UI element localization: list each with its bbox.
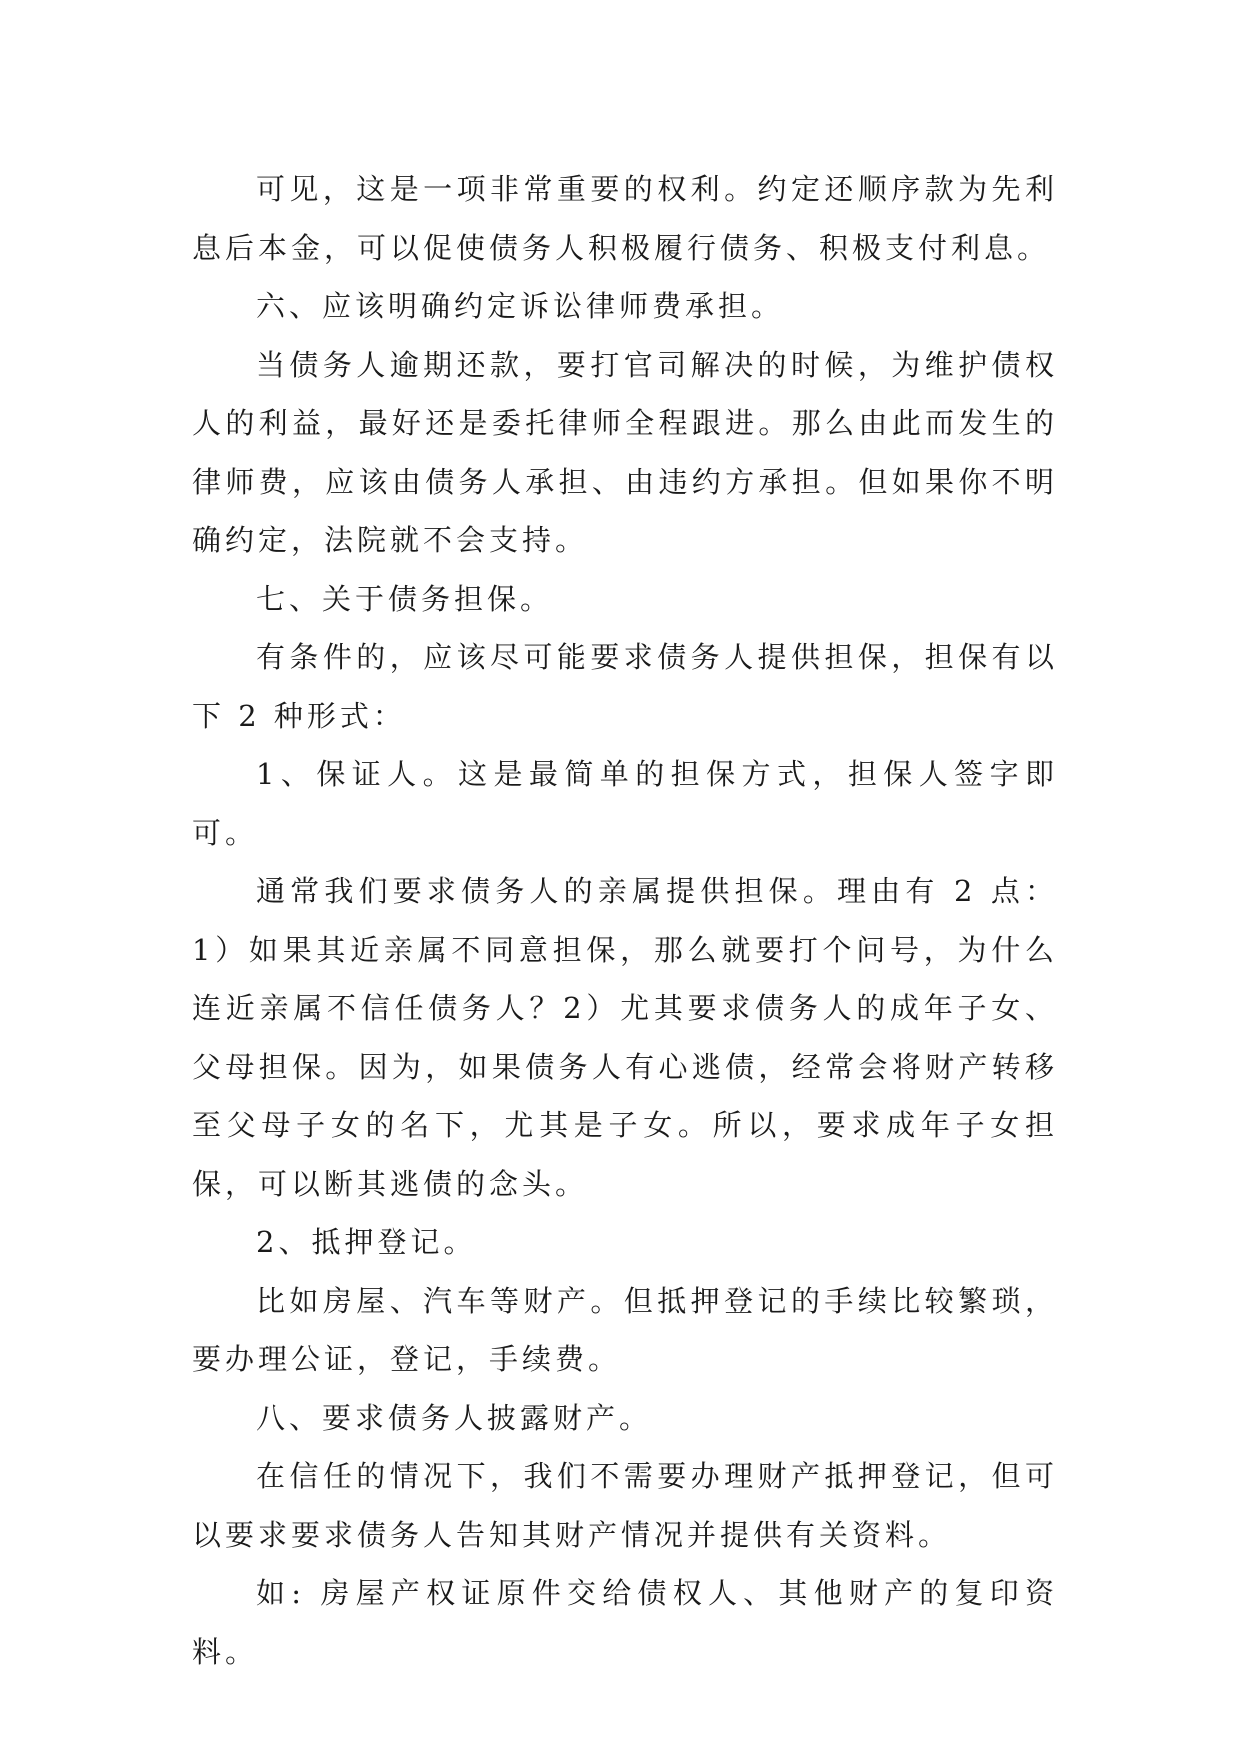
heading-section-8: 八、要求债务人披露财产。: [256, 1400, 653, 1435]
paragraph-relatives-guarantee: 通常我们要求债务人的亲属提供担保。理由有 2 点：1）如果其近亲属不同意担保，那么就要打个问号，为什么连近亲属不信任债务人？2）尤其要求债务人的成年子女、父母担保。因为，如果债务人有心逃债，经常会将财产转移至父母子女的名下，尤其是子女。所以，要求成年子女担保，可以断其逃债的念头。: [192, 874, 1058, 1201]
paragraph-lawyer-fees: 当债务人逾期还款，要打官司解决的时候，为维护债权人的利益，最好还是委托律师全程跟进。那么由此而发生的律师费，应该由债务人承担、由违约方承担。但如果你不明确约定，法院就不会支持。: [192, 347, 1058, 557]
paragraph-mortgage-detail: 比如房屋、汽车等财产。但抵押登记的手续比较繁琐，要办理公证，登记，手续费。: [192, 1283, 1058, 1376]
paragraph-asset-disclosure: 在信任的情况下，我们不需要办理财产抵押登记，但可以要求要求债务人告知其财产情况并提供有关资料。: [192, 1459, 1058, 1552]
document-body: [192, 160, 1058, 1681]
heading-section-6: 六、应该明确约定诉讼律师费承担。: [256, 289, 785, 323]
paragraph-mortgage-heading: 2、抵押登记。: [256, 1225, 477, 1259]
paragraph-example: 如: 房屋产权证原件交给债权人、其他财产的复印资料。: [192, 1576, 1058, 1669]
paragraph-guarantee-intro: 有条件的，应该尽可能要求债务人提供担保，担保有以下 2 种形式：: [192, 640, 1058, 733]
heading-section-7: 七、关于债务担保。: [256, 581, 554, 616]
paragraph-guarantor: 1、保证人。这是最简单的担保方式，担保人签字即可。: [192, 757, 1058, 850]
paragraph-priority-note: 可见，这是一项非常重要的权利。约定还顺序款为先利息后本金，可以促使债务人积极履行债务、积极支付利息。: [192, 172, 1058, 265]
